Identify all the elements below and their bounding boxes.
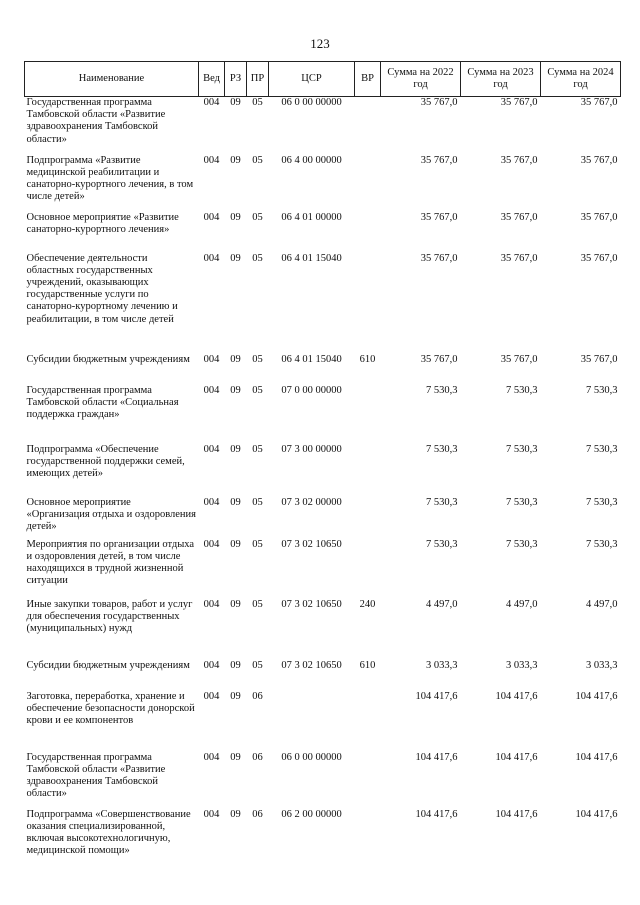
row-sum-2023: 35 767,0 [500, 97, 538, 108]
table-row [25, 253, 621, 354]
row-ved: 004 [203, 154, 220, 166]
header-rz: РЗ [225, 62, 247, 97]
row-sum-2023: 104 417,6 [495, 751, 538, 763]
row-sum-2024: 35 767,0 [580, 353, 618, 365]
row-rz: 09 [230, 690, 241, 702]
row-pr: 05 [252, 353, 263, 365]
row-sum-2023: 7 530,3 [506, 384, 538, 396]
row-csr: 06 2 00 00000 [281, 808, 342, 820]
row-sum-2023: 35 767,0 [500, 211, 538, 223]
row-sum-2022: 104 417,6 [415, 808, 458, 820]
row-sum-2024: 35 767,0 [580, 252, 618, 264]
header-sum-2023: Сумма на 2023 год [461, 62, 541, 97]
row-csr: 06 4 01 00000 [281, 211, 342, 223]
row-name: Основное мероприятие «Развитие санаторно-курортного лечения» [26, 211, 179, 235]
row-rz: 09 [230, 154, 241, 166]
row-sum-2024: 3 033,3 [586, 659, 618, 671]
row-name: Основное мероприятие «Организация отдыха и оздоровления детей» [26, 496, 196, 532]
row-csr [269, 691, 355, 752]
row-rz: 09 [230, 659, 241, 671]
row-rz: 09 [230, 598, 241, 610]
row-rz: 09 [230, 751, 241, 763]
row-pr: 06 [252, 690, 263, 702]
header-pr: ПР [247, 62, 269, 97]
row-pr: 05 [252, 538, 263, 550]
row-sum-2022: 3 033,3 [426, 659, 458, 671]
row-csr: 06 4 01 15040 [281, 252, 342, 264]
row-rz: 09 [230, 252, 241, 264]
row-rz: 09 [230, 538, 241, 550]
row-vr [355, 809, 381, 879]
table-row [25, 660, 621, 691]
row-rz: 09 [230, 808, 241, 820]
header-ved: Вед [199, 62, 225, 97]
table-row [25, 809, 621, 879]
table-row [25, 497, 621, 539]
table-row [25, 599, 621, 660]
row-sum-2023: 35 767,0 [500, 353, 538, 365]
row-sum-2022: 4 497,0 [426, 598, 458, 610]
row-sum-2023: 4 497,0 [506, 598, 538, 610]
row-vr [355, 539, 381, 599]
row-vr [355, 752, 381, 809]
page-number: 123 [310, 36, 330, 51]
row-sum-2023: 3 033,3 [506, 659, 538, 671]
row-name: Субсидии бюджетным учреждениям [26, 659, 190, 671]
row-ved: 004 [203, 384, 220, 396]
row-pr: 05 [252, 659, 263, 671]
row-sum-2022: 7 530,3 [426, 443, 458, 455]
table-row [25, 155, 621, 212]
row-rz: 09 [230, 211, 241, 223]
row-csr: 07 3 02 10650 [281, 659, 342, 671]
row-sum-2024: 4 497,0 [586, 598, 618, 610]
header-sum-2024: Сумма на 2024 год [541, 62, 621, 97]
row-sum-2023: 7 530,3 [506, 496, 538, 508]
row-pr: 05 [252, 211, 263, 223]
row-vr [355, 212, 381, 253]
row-sum-2024: 7 530,3 [586, 538, 618, 550]
row-sum-2022: 104 417,6 [415, 751, 458, 763]
row-sum-2023: 35 767,0 [500, 154, 538, 166]
row-name: Подпрограмма «Совершенствование оказания специализированной, включая высокотехнологичную, медицинской помощи» [26, 808, 191, 857]
row-sum-2023: 104 417,6 [495, 808, 538, 820]
row-ved: 004 [203, 659, 220, 671]
row-csr: 06 0 00 00000 [281, 751, 342, 763]
row-sum-2024: 7 530,3 [586, 384, 618, 396]
row-csr: 07 0 00 00000 [281, 384, 342, 396]
header-csr: ЦСР [269, 62, 355, 97]
row-sum-2024: 104 417,6 [575, 751, 618, 763]
table-row [25, 354, 621, 385]
row-vr [355, 385, 381, 444]
header-sum-2022: Сумма на 2022 год [381, 62, 461, 97]
row-vr: 610 [359, 659, 376, 671]
row-rz: 09 [230, 353, 241, 365]
row-ved: 004 [203, 353, 220, 365]
row-sum-2022: 7 530,3 [426, 538, 458, 550]
table-row [25, 212, 621, 253]
row-name: Иные закупки товаров, работ и услуг для обеспечения государственных (муниципальных) нужд [26, 598, 193, 634]
row-vr [355, 691, 381, 752]
row-vr: 610 [359, 353, 376, 365]
row-ved: 004 [203, 252, 220, 264]
row-rz: 09 [230, 384, 241, 396]
table-row [25, 752, 621, 809]
row-pr: 05 [252, 384, 263, 396]
row-vr [355, 444, 381, 497]
row-rz: 09 [230, 443, 241, 455]
row-csr: 07 3 02 10650 [281, 598, 342, 610]
row-vr [355, 97, 381, 155]
row-csr: 07 3 00 00000 [281, 443, 342, 455]
row-ved: 004 [203, 538, 220, 550]
row-sum-2022: 7 530,3 [426, 496, 458, 508]
row-sum-2024: 104 417,6 [575, 808, 618, 820]
row-sum-2024: 35 767,0 [580, 97, 618, 108]
row-name: Заготовка, переработка, хранение и обеспечение безопасности донорской крови и ее компонентов [26, 690, 195, 726]
row-csr: 06 0 00 00000 [281, 97, 342, 108]
table-header [25, 62, 621, 97]
row-ved: 004 [203, 443, 220, 455]
row-pr: 05 [252, 252, 263, 264]
header-name: Наименование [25, 62, 199, 97]
row-sum-2024: 104 417,6 [575, 690, 618, 702]
row-name: Субсидии бюджетным учреждениям [26, 353, 190, 365]
row-csr: 07 3 02 00000 [281, 496, 342, 508]
row-pr: 05 [252, 154, 263, 166]
row-rz: 09 [230, 97, 241, 108]
row-vr [355, 497, 381, 539]
table-row [25, 691, 621, 752]
table-row [25, 444, 621, 497]
row-pr: 05 [252, 443, 263, 455]
row-sum-2022: 35 767,0 [420, 252, 458, 264]
row-sum-2023: 35 767,0 [500, 252, 538, 264]
row-ved: 004 [203, 690, 220, 702]
row-sum-2023: 104 417,6 [495, 690, 538, 702]
row-pr: 06 [252, 808, 263, 820]
table-row [25, 97, 621, 155]
table-body [25, 97, 621, 879]
row-ved: 004 [203, 97, 220, 108]
row-sum-2022: 35 767,0 [420, 154, 458, 166]
row-name: Государственная программа Тамбовской области «Социальная поддержка граждан» [26, 384, 179, 420]
row-sum-2023: 7 530,3 [506, 538, 538, 550]
row-ved: 004 [203, 211, 220, 223]
row-csr: 06 4 00 00000 [281, 154, 342, 166]
row-name: Государственная программа Тамбовской области «Развитие здравоохранения Тамбовской области» [26, 751, 166, 800]
row-sum-2022: 35 767,0 [420, 353, 458, 365]
row-sum-2022: 35 767,0 [420, 97, 458, 108]
row-sum-2023: 7 530,3 [506, 443, 538, 455]
row-csr: 06 4 01 15040 [281, 353, 342, 365]
row-csr: 07 3 02 10650 [281, 538, 342, 550]
row-name: Подпрограмма «Обеспечение государственной поддержки семей, имеющих детей» [26, 443, 185, 479]
row-pr: 05 [252, 97, 263, 108]
row-vr: 240 [359, 598, 376, 610]
row-ved: 004 [203, 751, 220, 763]
row-rz: 09 [230, 496, 241, 508]
row-name: Подпрограмма «Развитие медицинской реабилитации и санаторно-курортного лечения, в том числе детей» [26, 154, 194, 203]
row-sum-2024: 35 767,0 [580, 154, 618, 166]
row-ved: 004 [203, 598, 220, 610]
row-ved: 004 [203, 808, 220, 820]
row-sum-2022: 7 530,3 [426, 384, 458, 396]
row-ved: 004 [203, 496, 220, 508]
row-name: Государственная программа Тамбовской области «Развитие здравоохранения Тамбовской области» [26, 97, 166, 145]
row-pr: 05 [252, 496, 263, 508]
table-row [25, 385, 621, 444]
row-name: Мероприятия по организации отдыха и оздоровления детей, в том числе находящихся в трудной жизненной ситуации [26, 538, 195, 587]
row-sum-2024: 7 530,3 [586, 443, 618, 455]
row-vr [355, 155, 381, 212]
row-name: Обеспечение деятельности областных государственных учреждений, оказывающих государственные услуги по санаторно-курортному лечению и реабилитации, в том числе детей [26, 252, 178, 325]
row-sum-2024: 35 767,0 [580, 211, 618, 223]
row-sum-2022: 104 417,6 [415, 690, 458, 702]
table-row [25, 539, 621, 599]
row-sum-2024: 7 530,3 [586, 496, 618, 508]
row-vr [355, 253, 381, 354]
header-vr: ВР [355, 62, 381, 97]
row-pr: 06 [252, 751, 263, 763]
row-sum-2022: 35 767,0 [420, 211, 458, 223]
budget-table [24, 61, 621, 879]
row-pr: 05 [252, 598, 263, 610]
